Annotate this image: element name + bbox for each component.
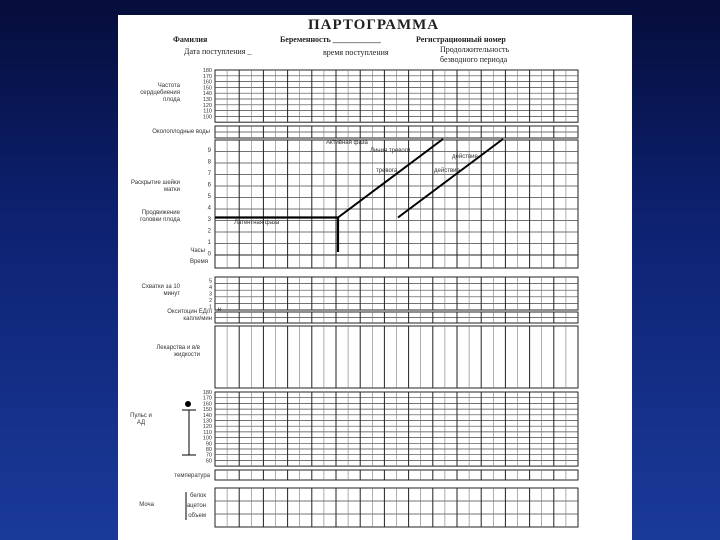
fluid-label: Околоплодные воды bbox=[152, 129, 210, 135]
contractions-tick-label: 5 bbox=[208, 278, 212, 285]
pulse-dot-icon bbox=[185, 401, 191, 407]
urine-item: белок bbox=[189, 493, 206, 499]
fhr-tick-label: 150 bbox=[202, 85, 212, 92]
latent-phase-label: Латентная фаза bbox=[234, 220, 280, 226]
cervix-tick-label: 1 bbox=[207, 240, 211, 246]
fhr-tick-label: 130 bbox=[202, 97, 212, 103]
temperature-label: температура bbox=[174, 473, 210, 479]
cervix-tick-label: 7 bbox=[207, 171, 211, 177]
contractions-tick-label: 1 bbox=[208, 304, 212, 311]
pulse-tick-label: 150 bbox=[202, 407, 212, 414]
descent-label: Продвижение головки плода bbox=[140, 210, 180, 223]
alert-line-label: Линия тревоги bbox=[370, 148, 411, 154]
time-label: Время bbox=[189, 259, 208, 265]
cervix-tick-label: 3 bbox=[207, 217, 211, 223]
anhydrous-label: безводного периода bbox=[440, 55, 508, 64]
fhr-tick-label: 100 bbox=[202, 114, 212, 121]
admission-date-label: Дата поступления _ bbox=[184, 47, 252, 56]
pulse-tick-label: 90 bbox=[205, 441, 212, 448]
fhr-tick-label: 110 bbox=[203, 108, 212, 115]
cervix-tick-label: 2 bbox=[207, 228, 211, 235]
reg-number-label: Регистрационный номер bbox=[416, 35, 506, 44]
action-line-label: действие bbox=[452, 154, 478, 160]
fhr-tick-label: 170 bbox=[202, 73, 212, 80]
drugs-label: Лекарства и в/в жидкости bbox=[156, 345, 200, 358]
fhr-tick-label: 120 bbox=[202, 102, 212, 109]
pulse-tick-label: 130 bbox=[202, 418, 212, 425]
action-line bbox=[398, 139, 503, 218]
pulse-tick-label: 170 bbox=[202, 395, 212, 402]
fhr-tick-label: 180 bbox=[202, 68, 212, 74]
fhr-label: Частота сердцебиения плода bbox=[140, 83, 180, 103]
page-title: ПАРТОГРАММА bbox=[308, 17, 440, 33]
cervix-tick-label: 9 bbox=[207, 148, 211, 154]
pulse-tick-label: 180 bbox=[202, 390, 212, 396]
cervix-label: Раскрытие шейки матки bbox=[131, 180, 180, 193]
cervix-tick-label: 4 bbox=[207, 205, 211, 212]
oxytocin-marker: н bbox=[217, 307, 221, 313]
urine-item: объем bbox=[188, 513, 206, 519]
cervix-tick-label: 6 bbox=[207, 182, 211, 189]
pregnancy-label: Беременность ____________ bbox=[280, 35, 381, 44]
pulse-tick-label: 80 bbox=[205, 447, 212, 453]
admission-time-label: время поступления bbox=[323, 48, 389, 57]
hours-label: Часы bbox=[190, 248, 205, 254]
fhr-tick-label: 140 bbox=[202, 91, 212, 98]
cervix-tick-label: 8 bbox=[207, 159, 211, 166]
duration-label: Продолжительность bbox=[440, 45, 510, 54]
alert-label: тревога bbox=[376, 168, 398, 174]
fhr-tick-label: 160 bbox=[202, 79, 212, 86]
pulse-label: Пульс и АД bbox=[130, 413, 152, 426]
surname-label: Фамилия bbox=[173, 35, 208, 44]
pulse-tick-label: 120 bbox=[202, 424, 212, 431]
contractions-tick-label: 3 bbox=[208, 291, 212, 298]
oxytocin-label: Окситоцин ЕД/л капли/мин bbox=[167, 309, 212, 322]
pulse-tick-label: 70 bbox=[205, 452, 212, 459]
active-phase-label: Активная фаза bbox=[326, 140, 368, 146]
cervix-tick-label: 0 bbox=[207, 251, 211, 258]
partogram-grid bbox=[118, 15, 632, 540]
contractions-tick-label: 4 bbox=[208, 284, 212, 291]
pulse-tick-label: 140 bbox=[202, 412, 212, 419]
action-label: действие bbox=[434, 168, 460, 174]
urine-label: Моча bbox=[139, 502, 154, 508]
pulse-tick-label: 160 bbox=[202, 401, 212, 408]
cervix-tick-label: 5 bbox=[207, 194, 211, 200]
pulse-tick-label: 100 bbox=[202, 435, 212, 442]
urine-item: ацетон bbox=[186, 503, 206, 509]
pulse-tick-label: 60 bbox=[205, 458, 212, 465]
pulse-tick-label: 110 bbox=[203, 429, 212, 436]
contractions-tick-label: 2 bbox=[208, 298, 212, 305]
contractions-label: Схватки за 10 минут bbox=[141, 284, 180, 297]
partogram-sheet bbox=[118, 15, 632, 540]
